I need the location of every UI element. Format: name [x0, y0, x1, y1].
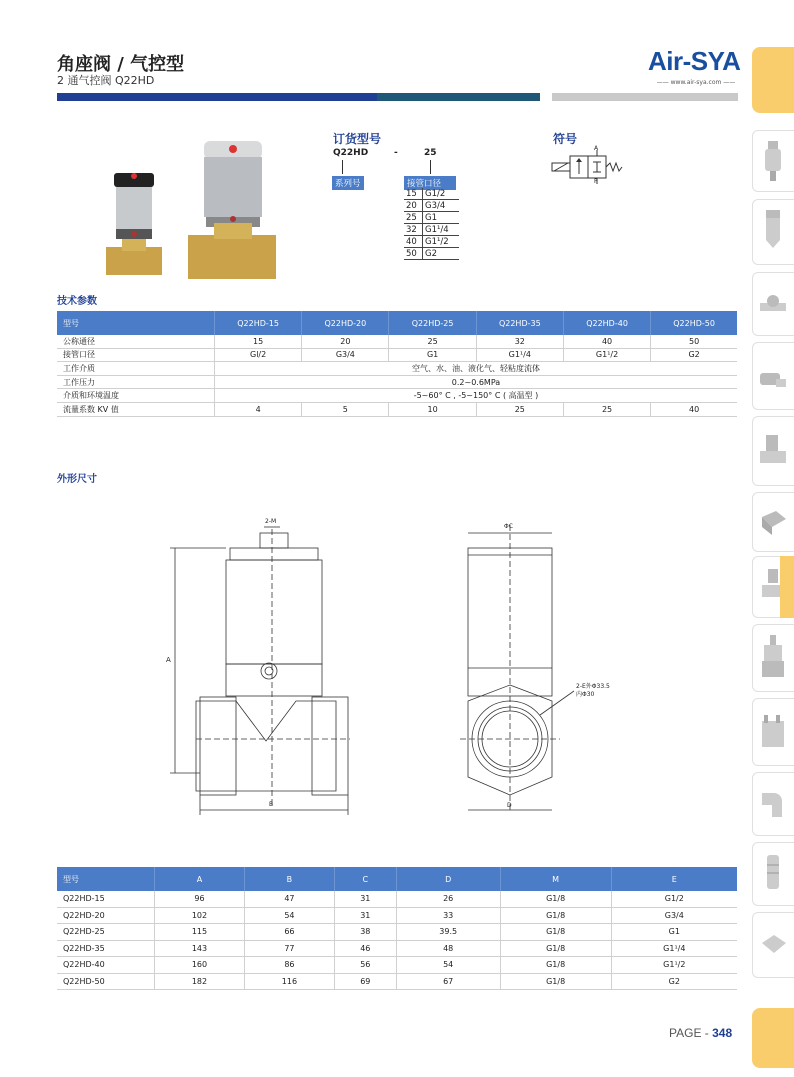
side-tab-elbow[interactable]	[752, 772, 794, 836]
dim-cell: 115	[155, 924, 245, 941]
dim-cell: Q22HD-40	[57, 957, 155, 974]
dim-header-cell: E	[611, 867, 737, 891]
dim-header-cell: B	[244, 867, 334, 891]
dim-cell: 69	[334, 973, 396, 990]
dim-header-cell: D	[396, 867, 500, 891]
dim-cell: G1/8	[500, 957, 611, 974]
side-tab-fitting[interactable]	[752, 342, 794, 410]
dim-cell: G1/8	[500, 924, 611, 941]
spec-cell: 10	[389, 402, 476, 416]
dim-cell: Q22HD-25	[57, 924, 155, 941]
spec-cell: 20	[302, 335, 389, 348]
spec-cell: G2	[651, 348, 737, 362]
elbow-icon	[758, 781, 788, 831]
dimension-drawing	[160, 515, 600, 825]
symbol-port-a: A	[594, 145, 599, 152]
page-prefix: PAGE -	[669, 1026, 713, 1040]
dim-cell: 67	[396, 973, 500, 990]
dim-cell: G1/8	[500, 973, 611, 990]
dim-cell: 48	[396, 940, 500, 957]
block-icon	[758, 499, 788, 545]
specs-table	[57, 311, 737, 417]
dim-cell: G1/2	[611, 891, 737, 907]
table-row	[57, 957, 737, 974]
dim-label-phic: ΦC	[504, 523, 513, 530]
page-subtitle: 2 通气控阀 Q22HD	[57, 74, 155, 87]
fitting-icon	[758, 351, 788, 401]
symbol-port-p: P	[594, 178, 598, 185]
dim-cell: 38	[334, 924, 396, 941]
header-bar-blue	[57, 93, 377, 101]
dim-cell: Q22HD-35	[57, 940, 155, 957]
spec-cell: 25	[476, 402, 563, 416]
valve-symbol-icon	[548, 148, 628, 188]
spec-cell: 32	[476, 335, 563, 348]
dimension-table	[57, 867, 737, 990]
dim-cell: G1/8	[500, 891, 611, 907]
spec-row-label: 公称通径	[57, 335, 215, 348]
dim-cell: 116	[244, 973, 334, 990]
page-number	[669, 1026, 732, 1040]
spec-row-label: 流量系数 KV 值	[57, 402, 215, 416]
table-row	[57, 940, 737, 957]
dim-cell: 54	[244, 907, 334, 924]
size-row	[404, 212, 459, 224]
dim-cell: 46	[334, 940, 396, 957]
table-row	[57, 973, 737, 990]
dim-cell: 102	[155, 907, 245, 924]
size-code: 25	[404, 212, 423, 224]
spec-pressure: 0.2~0.6MPa	[215, 375, 738, 389]
dim-label-d: D	[507, 802, 512, 809]
brand-logo: Air-SYA	[648, 46, 741, 76]
spec-cell: 4	[215, 402, 302, 416]
dim-note-line2: 内Φ30	[576, 691, 595, 698]
muffler-icon	[758, 849, 788, 899]
size-code: 15	[404, 188, 423, 200]
size-code: 20	[404, 200, 423, 212]
spec-medium: 空气、水、油、液化气、轻粘度流体	[215, 362, 738, 376]
spec-cell: G1¹/4	[476, 348, 563, 362]
dim-header-cell: C	[334, 867, 396, 891]
dim-cell: G1¹/2	[611, 957, 737, 974]
dim-cell: 47	[244, 891, 334, 907]
dim-cell: G2	[611, 973, 737, 990]
header-bar-teal	[377, 93, 540, 101]
order-code-title: 订货型号	[333, 132, 382, 146]
size-thread: G1/2	[423, 188, 460, 200]
side-tab-valve[interactable]	[752, 272, 794, 336]
spec-header-cell: Q22HD-50	[651, 311, 737, 335]
dim-note-line1: 2-E外Φ33.5	[576, 683, 610, 690]
order-line-size	[430, 160, 431, 174]
symbol-title: 符号	[553, 132, 578, 146]
dim-cell: G1¹/4	[611, 940, 737, 957]
size-thread: G1¹/2	[423, 236, 460, 248]
spec-pressure-label: 工作压力	[57, 375, 215, 389]
dim-cell: Q22HD-15	[57, 891, 155, 907]
spec-header-cell: Q22HD-15	[215, 311, 302, 335]
dim-label-a: A	[166, 656, 171, 664]
dim-cell: 56	[334, 957, 396, 974]
size-row	[404, 248, 459, 260]
spec-cell: 25	[389, 335, 476, 348]
side-tab-top[interactable]	[752, 47, 794, 113]
side-tab-active-marker	[780, 556, 794, 618]
side-tab-muffler[interactable]	[752, 842, 794, 906]
dim-cell: 26	[396, 891, 500, 907]
size-thread: G1¹/4	[423, 224, 460, 236]
brand-url: —— www.air-sya.com ——	[656, 79, 736, 86]
solenoid-icon	[758, 425, 788, 479]
size-thread: G3/4	[423, 200, 460, 212]
filter-bowl-icon	[758, 206, 788, 260]
spec-cell: 40	[651, 402, 737, 416]
specs-title: 技术参数	[57, 296, 97, 307]
spec-cell: 5	[302, 402, 389, 416]
table-row	[57, 924, 737, 941]
dim-cell: G1	[611, 924, 737, 941]
dim-cell: 54	[396, 957, 500, 974]
order-series-code: Q22HD	[333, 148, 369, 158]
spec-row-label: 接管口径	[57, 348, 215, 362]
side-tab-filter2[interactable]	[752, 199, 794, 265]
side-tab-solenoid[interactable]	[752, 416, 794, 486]
page-number-value: 348	[712, 1026, 733, 1040]
size-code: 32	[404, 224, 423, 236]
order-size-table	[404, 188, 459, 260]
dim-cell: 96	[155, 891, 245, 907]
dim-cell: 39.5	[396, 924, 500, 941]
side-tab-filter[interactable]	[752, 130, 794, 192]
size-thread: G1	[423, 212, 460, 224]
dim-cell: 182	[155, 973, 245, 990]
side-tab-block[interactable]	[752, 492, 794, 552]
spec-cell: Gl/2	[215, 348, 302, 362]
size-row	[404, 236, 459, 248]
spec-cell: 50	[651, 335, 737, 348]
filter-icon	[758, 137, 788, 187]
size-thread: G2	[423, 248, 460, 260]
size-row	[404, 188, 459, 200]
header-bar-gray	[552, 93, 738, 101]
dim-cell: Q22HD-20	[57, 907, 155, 924]
dim-cell: Q22HD-50	[57, 973, 155, 990]
product-photo	[96, 135, 286, 285]
dim-header-cell: M	[500, 867, 611, 891]
spec-cell: 25	[563, 402, 650, 416]
valve-icon	[758, 281, 788, 331]
dim-cell: 66	[244, 924, 334, 941]
spec-header-cell: 型号	[57, 311, 215, 335]
dim-cell: 160	[155, 957, 245, 974]
spec-medium-label: 工作介质	[57, 362, 215, 376]
regulator-icon	[758, 631, 788, 685]
side-tab-pump[interactable]	[752, 912, 794, 978]
spec-header-cell: Q22HD-20	[302, 311, 389, 335]
size-code: 50	[404, 248, 423, 260]
dim-header-cell: 型号	[57, 867, 155, 891]
size-row	[404, 200, 459, 212]
order-size-code: 25	[424, 148, 437, 158]
spec-temp: -5~60° C , -5~150° C ( 高温型 )	[215, 389, 738, 403]
spec-cell: G1¹/2	[563, 348, 650, 362]
spec-header-cell: Q22HD-25	[389, 311, 476, 335]
pump-icon	[758, 921, 788, 971]
dim-cell: 77	[244, 940, 334, 957]
manifold-icon	[758, 707, 788, 761]
dim-cell: G1/8	[500, 907, 611, 924]
spec-cell: G1	[389, 348, 476, 362]
spec-header-cell: Q22HD-40	[563, 311, 650, 335]
side-tab-bottom[interactable]	[752, 1008, 794, 1068]
dimensions-title: 外形尺寸	[57, 474, 97, 485]
table-row	[57, 891, 737, 907]
table-row	[57, 907, 737, 924]
dim-label-b: B	[269, 801, 274, 808]
dim-cell: 33	[396, 907, 500, 924]
order-line-series	[342, 160, 343, 174]
dim-cell: G1/8	[500, 940, 611, 957]
size-code: 40	[404, 236, 423, 248]
spec-header-cell: Q22HD-35	[476, 311, 563, 335]
dim-cell: G3/4	[611, 907, 737, 924]
dim-header-cell: A	[155, 867, 245, 891]
spec-cell: 40	[563, 335, 650, 348]
order-port-label: 接管口径	[404, 176, 456, 190]
dim-cell: 86	[244, 957, 334, 974]
dim-cell: 31	[334, 907, 396, 924]
dim-label-2m: 2-M	[265, 518, 277, 525]
side-tab-regulator[interactable]	[752, 624, 794, 692]
dim-cell: 143	[155, 940, 245, 957]
side-tab-manifold[interactable]	[752, 698, 794, 766]
spec-temp-label: 介质和环境温度	[57, 389, 215, 403]
size-row	[404, 224, 459, 236]
dim-cell: 31	[334, 891, 396, 907]
order-series-label: 系列号	[332, 176, 364, 190]
order-dash: -	[394, 148, 398, 158]
page-title: 角座阀 / 气控型	[57, 54, 185, 75]
spec-cell: 15	[215, 335, 302, 348]
spec-cell: G3/4	[302, 348, 389, 362]
